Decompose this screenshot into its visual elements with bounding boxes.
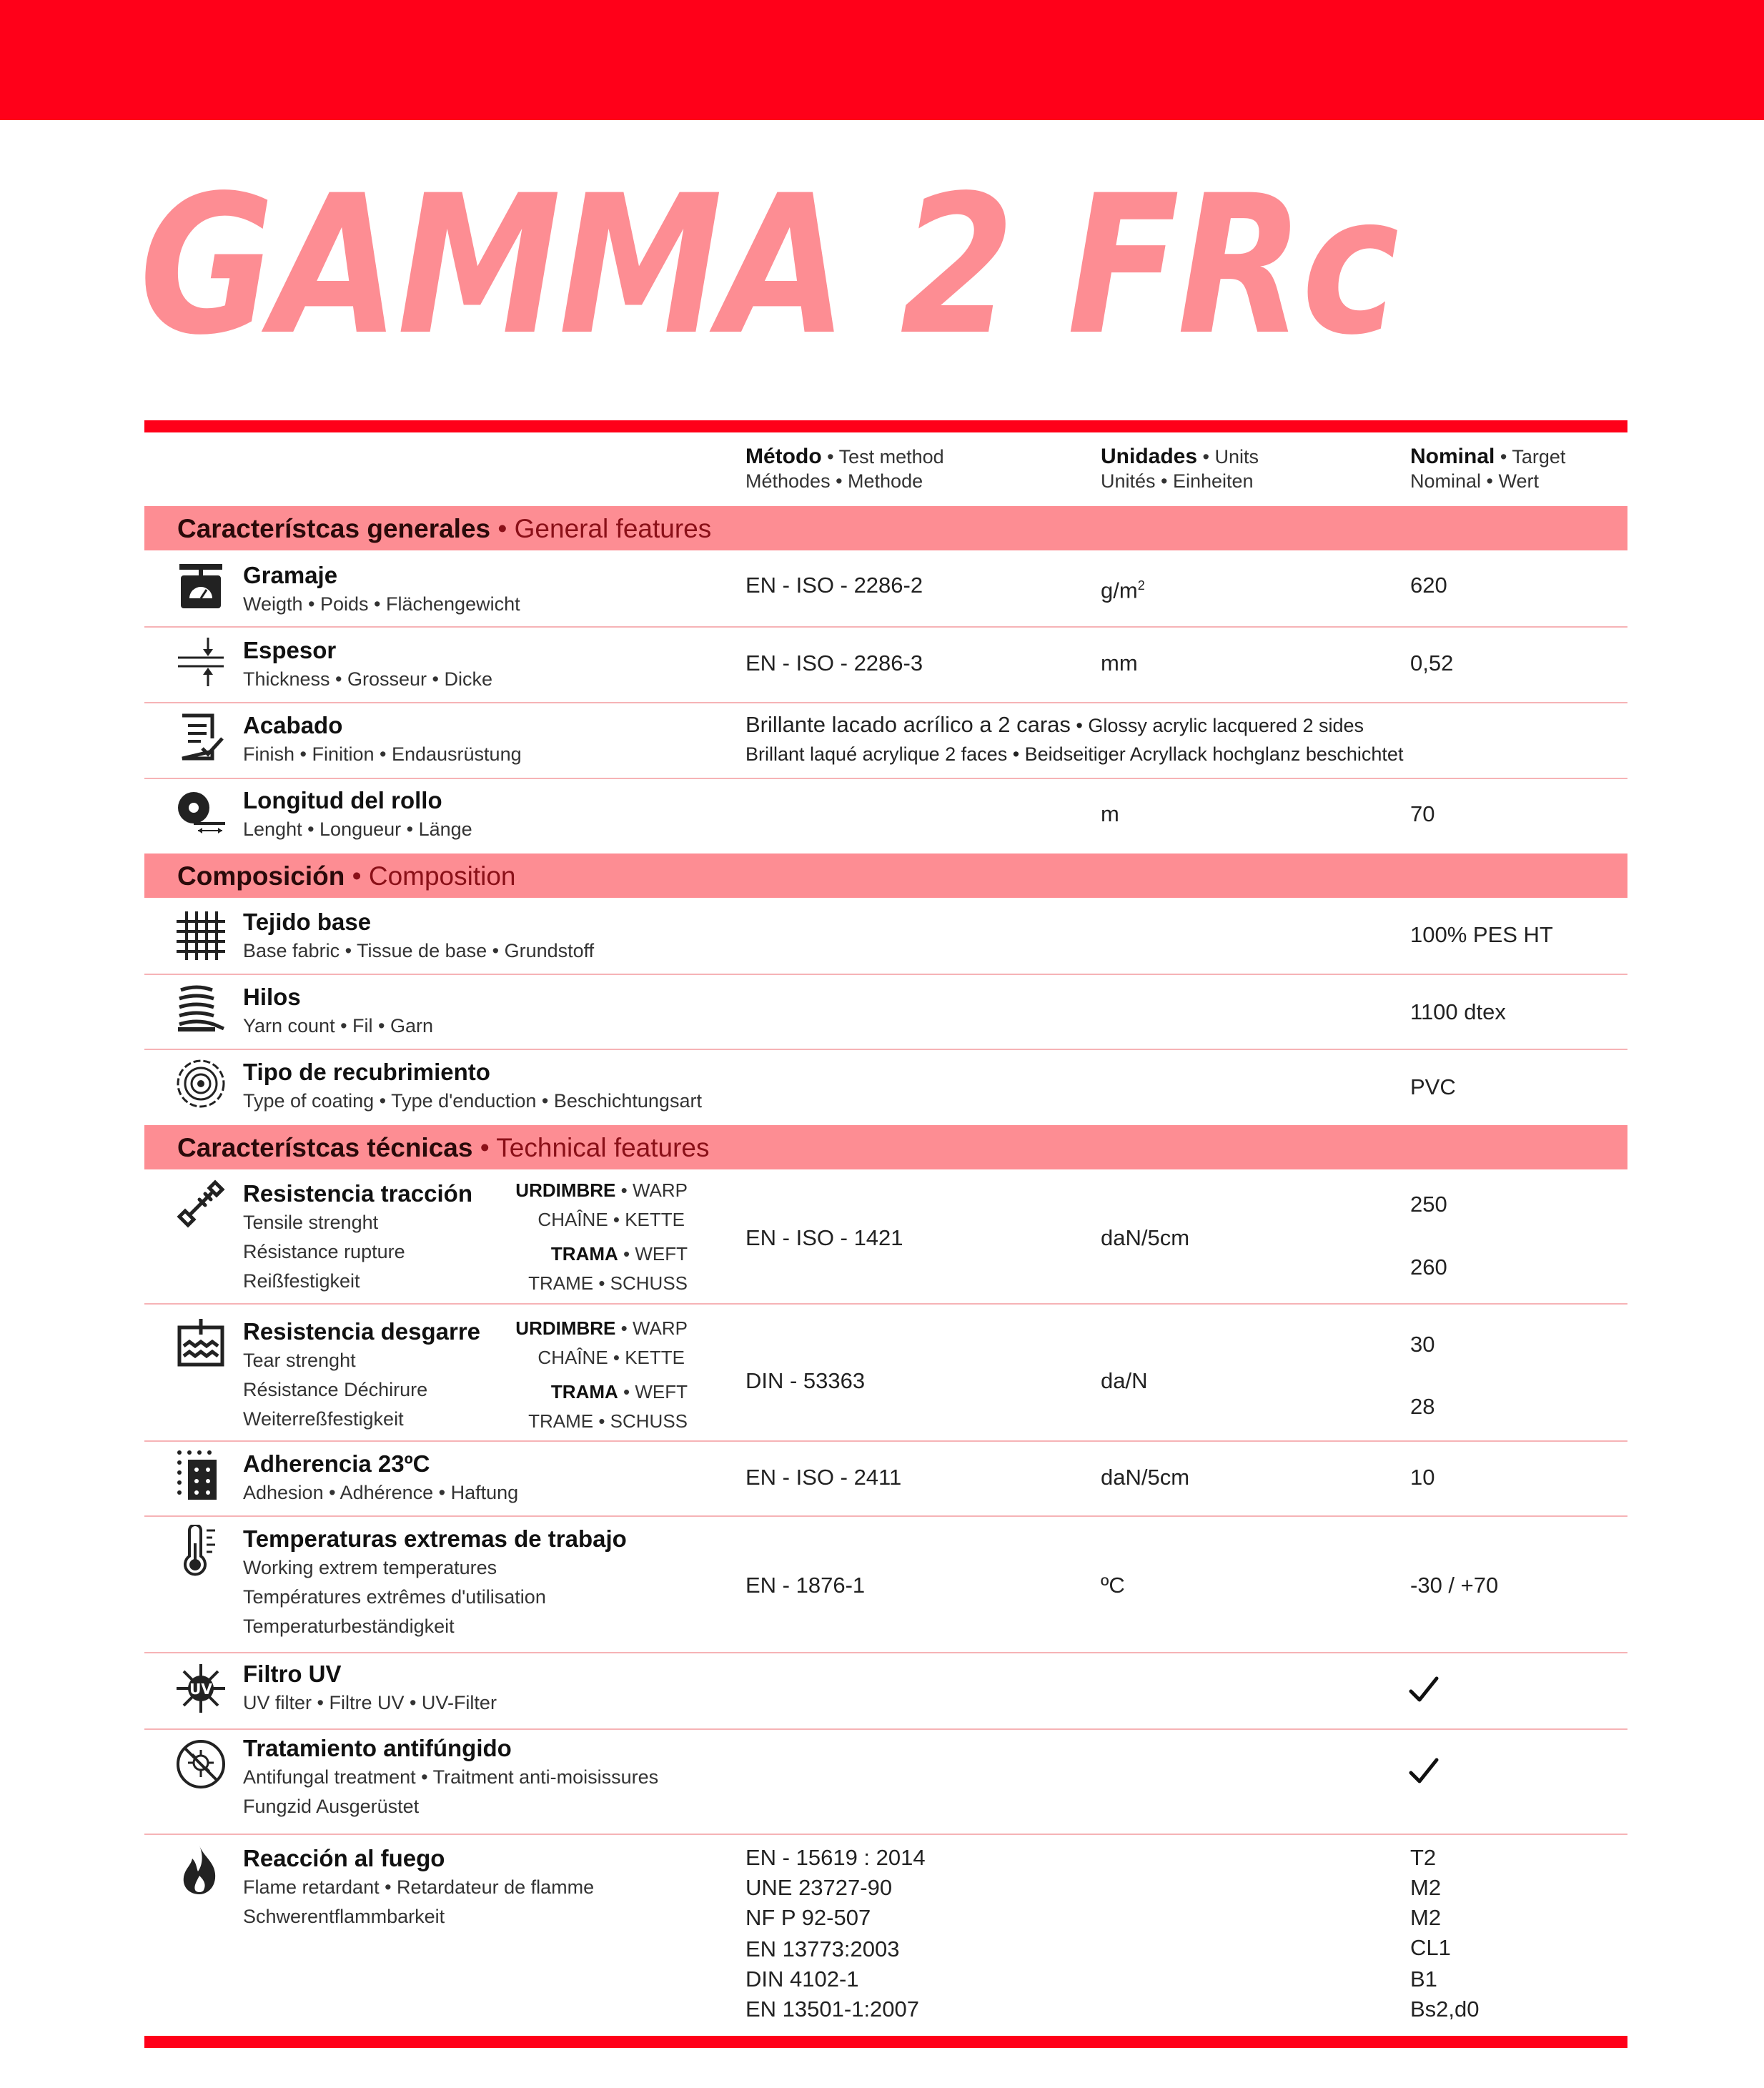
fire-value-6: Bs2,d0 [1410,1997,1480,2022]
method-value: EN - ISO - 2411 [745,1465,902,1490]
row-separator [144,1834,1627,1835]
warp-sub-label: CHAÎNE • KETTE [537,1347,685,1368]
row-sub: Lenght • Longueur • Länge [243,818,472,840]
adhesion-icon [175,1450,227,1501]
header-units: Unidades • Units Unités • Einheiten [1101,445,1259,492]
method-value: EN - ISO - 2286-2 [745,573,923,598]
fire-method-2: UNE 23727-90 [745,1875,893,1900]
fire-method-1: EN - 15619 : 2014 [745,1845,926,1870]
row-name: Adherencia 23ºC [243,1450,430,1477]
row-sub: Résistance Déchirure [243,1379,428,1400]
nominal-value-weft: 28 [1410,1394,1435,1419]
fire-value-5: B1 [1410,1966,1437,1991]
row-sub: Fungzid Ausgerüstet [243,1796,420,1817]
row-sub: Antifungal treatment • Traitment anti-moisissures [243,1766,659,1788]
svg-text:UV: UV [189,1681,212,1698]
row-name: Tipo de recubrimiento [243,1059,490,1085]
method-value: EN - ISO - 2286-3 [745,650,923,676]
row-separator [144,1652,1627,1653]
row-sub: Yarn count • Fil • Garn [243,1015,434,1036]
checkmark-icon [1408,1756,1440,1787]
row-sub: Températures extrêmes d'utilisation [243,1586,546,1608]
unit-value: daN/5cm [1101,1465,1190,1490]
row-sub: Schwerentflammbarkeit [243,1906,445,1927]
method-value: DIN - 53363 [745,1368,866,1393]
unit-value: da/N [1101,1368,1148,1393]
row-sub: Tensile strenght [243,1212,379,1233]
fire-value-4: CL1 [1410,1935,1451,1960]
row-sub: Flame retardant • Retardateur de flamme [243,1876,595,1898]
row-sub: Base fabric • Tissue de base • Grundstoff [243,940,595,961]
weft-sub-label: TRAME • SCHUSS [528,1272,688,1294]
row-separator [144,1049,1627,1050]
checkmark-icon [1408,1674,1440,1706]
nominal-value: 620 [1410,573,1447,598]
row-sub: Résistance rupture [243,1241,405,1262]
flame-icon [175,1844,227,1896]
nominal-value: 1100 dtex [1410,999,1506,1024]
section-composition: Composición • Composition [144,853,1627,898]
unit-value: daN/5cm [1101,1225,1190,1250]
thickness-icon [175,636,227,688]
row-name: Filtro UV [243,1661,342,1687]
section-technical: Característcas técnicas • Technical features [144,1125,1627,1169]
row-sub: Type of coating • Type d'enduction • Beschichtungsart [243,1090,702,1112]
section-general: Característcas generales • General features [144,506,1627,550]
nominal-value: PVC [1410,1074,1456,1099]
row-sub: Reißfestigkeit [243,1270,360,1292]
fire-value-2: M2 [1410,1875,1442,1900]
weft-sub-label: TRAME • SCHUSS [528,1410,688,1432]
row-name: Resistencia desgarre [243,1318,481,1345]
warp-sub-label: CHAÎNE • KETTE [537,1209,685,1230]
thermometer-icon [175,1525,227,1576]
row-name: Resistencia tracción [243,1180,472,1207]
header-method: Método • Test method Méthodes • Methode [745,445,944,492]
fire-method-4: EN 13773:2003 [745,1936,900,1961]
nominal-value-weft: 260 [1410,1255,1447,1280]
method-value: EN - ISO - 1421 [745,1225,903,1250]
row-sub: Thickness • Grosseur • Dicke [243,668,492,690]
tensile-icon [175,1178,227,1229]
fire-value-1: T2 [1410,1845,1437,1870]
row-sub: Tear strenght [243,1350,356,1371]
weft-label: TRAMA • WEFT [550,1243,688,1265]
row-name: Temperaturas extremas de trabajo [243,1525,627,1552]
row-name: Tejido base [243,909,372,935]
row-separator [144,1303,1627,1305]
warp-label: URDIMBRE • WARP [515,1317,688,1339]
nominal-value-warp: 250 [1410,1192,1447,1217]
row-name: Espesor [243,637,337,663]
weft-label: TRAMA • WEFT [550,1381,688,1402]
row-name: Longitud del rollo [243,787,442,813]
row-separator [144,1728,1627,1730]
row-separator [144,626,1627,628]
fire-method-5: DIN 4102-1 [745,1966,859,1991]
unit-value: m [1101,801,1119,826]
finish-description-1: Brillante lacado acrílico a 2 caras • Glossy acrylic lacquered 2 sides [745,712,1364,737]
unit-value: $g/m^2$ [1101,578,1145,603]
fire-method-6: EN 13501-1:2007 [745,1997,920,2022]
tear-icon [175,1317,227,1369]
row-sub: Adhesion • Adhérence • Haftung [243,1482,519,1503]
page-title: GAMMA 2 FRc [139,154,1397,377]
top-red-bar [0,0,1764,120]
unit-value: mm [1101,650,1138,676]
row-name: Gramaje [243,562,338,588]
row-sub: Weiterreßfestigkeit [243,1408,404,1430]
row-sub: Working extrem temperatures [243,1557,497,1578]
row-separator [144,778,1627,779]
nominal-value-warp: 30 [1410,1332,1435,1357]
antifungal-icon [175,1738,227,1790]
bottom-rule [144,2036,1627,2048]
row-separator [144,702,1627,703]
row-sub: Temperaturbeständigkeit [243,1616,455,1637]
row-separator [144,1440,1627,1442]
row-sub: Weigth • Poids • Flächengewicht [243,593,520,615]
nominal-value: -30 / +70 [1410,1573,1499,1598]
row-sub: Finish • Finition • Endausrüstung [243,743,522,765]
finish-document-icon [175,711,227,763]
finish-description-2: Brillant laqué acrylique 2 faces • Beidseitiger Acryllack hochglanz beschichtet [745,743,1404,765]
roll-length-icon [175,786,227,838]
coating-icon [175,1058,227,1109]
uv-sun-icon [175,1663,227,1714]
fire-value-3: M2 [1410,1905,1442,1930]
row-sub: UV filter • Filtre UV • UV-Filter [243,1692,497,1713]
row-separator [144,974,1627,975]
yarn-spool-icon [175,983,227,1034]
nominal-value: 100% PES HT [1410,922,1553,947]
top-rule [144,420,1627,432]
row-name: Reacción al fuego [243,1845,445,1871]
row-separator [144,1515,1627,1517]
warp-label: URDIMBRE • WARP [515,1179,688,1201]
header-nominal: Nominal • Target Nominal • Wert [1410,445,1566,492]
method-value: EN - 1876-1 [745,1573,866,1598]
fabric-grid-icon [175,910,227,961]
nominal-value: 0,52 [1410,650,1454,676]
row-name: Tratamiento antifúngido [243,1735,512,1761]
fire-method-3: NF P 92-507 [745,1905,871,1930]
row-name: Acabado [243,712,343,738]
nominal-value: 70 [1410,801,1435,826]
unit-value: ºC [1101,1573,1125,1598]
nominal-value: 10 [1410,1465,1435,1490]
scale-icon [175,561,227,613]
row-name: Hilos [243,984,301,1010]
